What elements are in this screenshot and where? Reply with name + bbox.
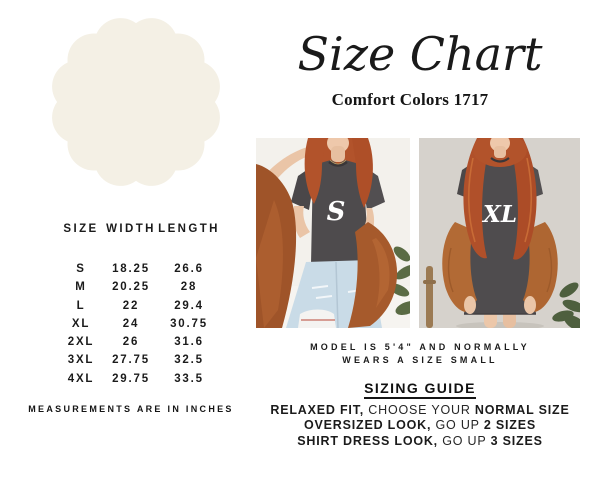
table-cell: 20.25 [112, 281, 150, 294]
table-cell: 2XL [67, 336, 95, 349]
table-cell: 33.5 [174, 372, 204, 385]
shirt-size-label: S [326, 197, 346, 227]
scalloped-badge [50, 16, 222, 188]
page-subtitle: Comfort Colors 1717 [331, 90, 489, 109]
table-cell: L [76, 299, 86, 312]
model-illustration-small [256, 138, 410, 328]
sizing-guide-line: RELAXED FIT, CHOOSE YOUR NORMAL SIZE [270, 403, 570, 417]
table-cell: 32.5 [174, 354, 204, 367]
table-cell: 29.75 [112, 372, 150, 385]
table-cell: XL [71, 317, 91, 330]
table-cell: 26 [122, 336, 140, 349]
table-cell: 22 [122, 299, 140, 312]
model-caption-line1: MODEL IS 5'4" AND NORMALLY [310, 342, 530, 352]
table-cell: 4XL [67, 372, 95, 385]
table-cell: S [76, 263, 86, 275]
model-illustration-oversized [419, 138, 580, 328]
column-header-length: LENGTH [158, 223, 220, 235]
measurements-note: MEASUREMENTS ARE IN INCHES [28, 404, 234, 414]
scallop-shape-icon [50, 16, 222, 188]
shirt-size-label: XL [482, 201, 518, 228]
model-photo-size-xl [419, 138, 580, 328]
table-cell: 3XL [67, 354, 95, 367]
sizing-guide [255, 380, 585, 449]
page-title: Size Chart [297, 27, 543, 81]
table-cell: 31.6 [174, 336, 204, 349]
table-cell: 18.25 [112, 263, 150, 275]
table-cell: 27.75 [112, 354, 150, 367]
sizing-guide-heading: SIZING GUIDE [364, 380, 476, 399]
sizing-guide-line: SHIRT DRESS LOOK, GO UP 3 SIZES [297, 433, 543, 448]
table-cell: 28 [180, 281, 198, 294]
table-cell: M [75, 281, 87, 294]
model-caption-line2: WEARS A SIZE SMALL [342, 354, 498, 365]
sneaker [298, 310, 336, 329]
table-cell: 24 [122, 317, 140, 330]
column-header-width: WIDTH [106, 223, 156, 235]
sizing-guide-line: OVERSIZED LOOK, GO UP 2 SIZES [303, 418, 537, 433]
model-caption [255, 341, 585, 366]
table-cell: 26.6 [174, 263, 204, 275]
table-cell: 30.75 [170, 317, 208, 330]
size-table-column-length [149, 222, 229, 388]
model-photo-size-s [256, 138, 410, 328]
table-cell: 29.4 [174, 299, 204, 312]
column-header-size: SIZE [63, 223, 99, 235]
